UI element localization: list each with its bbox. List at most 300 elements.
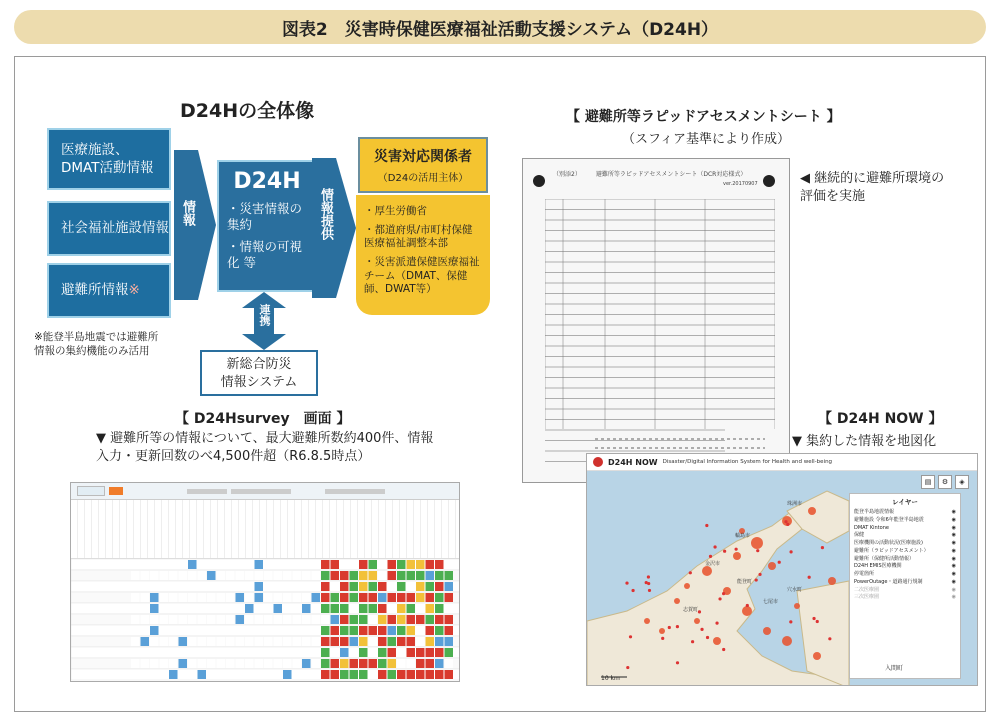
- survey-cell: [245, 659, 254, 668]
- survey-cell: [350, 648, 359, 657]
- layer-item[interactable]: [854, 579, 956, 587]
- map-marker: [644, 618, 650, 624]
- survey-cell: [226, 659, 235, 668]
- survey-cell: [397, 648, 406, 657]
- survey-cell: [331, 659, 340, 668]
- survey-cell: [369, 659, 378, 668]
- survey-cell: [245, 626, 254, 635]
- survey-cell: [378, 670, 387, 679]
- survey-cell: [264, 648, 273, 657]
- survey-cell: [350, 593, 359, 602]
- info-arrow-label: 情報: [180, 200, 195, 226]
- survey-cell: [226, 626, 235, 635]
- map-marker: [768, 562, 776, 570]
- sheet-form-grid: [545, 199, 775, 479]
- map-point: [718, 597, 721, 600]
- survey-cell: [369, 560, 378, 569]
- survey-cell: [369, 637, 378, 646]
- survey-cell: [264, 637, 273, 646]
- survey-cell: [188, 593, 197, 602]
- d24h-item-visualize: ・情報の可視化 等: [227, 239, 303, 271]
- survey-cell: [388, 582, 397, 591]
- survey-cell: [302, 593, 311, 602]
- map-controls: [921, 475, 969, 489]
- survey-cell: [217, 626, 226, 635]
- visibility-icon[interactable]: ◉: [951, 509, 956, 515]
- survey-cell: [179, 637, 188, 646]
- map-marker: [808, 507, 816, 515]
- survey-cell: [293, 593, 302, 602]
- map-marker: [733, 552, 741, 560]
- survey-cell: [369, 648, 378, 657]
- survey-cell: [150, 670, 159, 679]
- map-label: 珠洲市: [787, 501, 803, 507]
- survey-cell: [226, 560, 235, 569]
- survey-cell: [378, 648, 387, 657]
- survey-cell: [302, 615, 311, 624]
- survey-cell: [445, 571, 454, 580]
- survey-cell: [169, 615, 178, 624]
- layer-item-label: 避難所（保健所活動情報）: [854, 555, 915, 562]
- map-label: 金沢市: [705, 561, 721, 567]
- layer-item[interactable]: [854, 548, 956, 556]
- layer-control-icon[interactable]: ▤: [921, 475, 935, 489]
- survey-cell: [388, 571, 397, 580]
- layers-icon[interactable]: ◈: [955, 475, 969, 489]
- survey-cell: [321, 626, 330, 635]
- now-app-tagline: Disaster/Digital Information System for Health and well-being: [662, 459, 833, 465]
- link-arrow-label: 連携: [258, 304, 271, 326]
- survey-cell: [435, 648, 444, 657]
- overview-heading: D24Hの全体像: [180, 100, 315, 122]
- map-point: [789, 620, 792, 623]
- survey-cell: [397, 637, 406, 646]
- map-label: 志賀町: [683, 607, 699, 613]
- survey-cell: [426, 593, 435, 602]
- visibility-icon[interactable]: ◉: [951, 532, 956, 539]
- survey-cell: [302, 604, 311, 613]
- visibility-icon[interactable]: ◉: [951, 555, 956, 562]
- survey-cell: [274, 593, 283, 602]
- survey-cell: [378, 604, 387, 613]
- sheet-subtitle: （スフィア基準により作成）: [622, 132, 790, 147]
- survey-cell: [312, 659, 321, 668]
- survey-cell: [350, 582, 359, 591]
- survey-cell: [426, 626, 435, 635]
- survey-cell: [388, 648, 397, 657]
- layer-item[interactable]: [854, 532, 956, 540]
- survey-cell: [350, 670, 359, 679]
- survey-cell: [245, 571, 254, 580]
- survey-cell: [236, 615, 245, 624]
- survey-cell: [150, 582, 159, 591]
- survey-cell: [274, 582, 283, 591]
- survey-cell: [236, 670, 245, 679]
- survey-cell: [131, 670, 140, 679]
- survey-cell: [378, 626, 387, 635]
- survey-cell: [435, 626, 444, 635]
- survey-cell: [179, 593, 188, 602]
- visibility-icon[interactable]: ◉: [951, 594, 956, 601]
- survey-cell: [331, 582, 340, 591]
- survey-cell: [207, 604, 216, 613]
- layer-item[interactable]: [854, 509, 956, 517]
- survey-cell: [245, 560, 254, 569]
- map-point: [626, 666, 629, 669]
- visibility-icon[interactable]: ◉: [951, 524, 956, 531]
- source-shelter: [47, 263, 171, 318]
- survey-cell: [226, 593, 235, 602]
- layer-item[interactable]: [854, 571, 956, 579]
- survey-cell: [312, 604, 321, 613]
- source-shelter-text: 避難所情報: [61, 282, 129, 299]
- survey-cell: [236, 604, 245, 613]
- survey-cell: [340, 670, 349, 679]
- survey-cell: [207, 626, 216, 635]
- source-medical-label: 医療施設、 DMAT活動情報: [61, 141, 154, 176]
- survey-cell: [435, 571, 444, 580]
- map-point: [645, 581, 648, 584]
- note-text: ※能登半島地震では避難所 情報の集約機能のみ活用: [34, 331, 159, 358]
- survey-cell: [397, 571, 406, 580]
- survey-cell: [245, 637, 254, 646]
- survey-cell: [255, 593, 264, 602]
- map-point: [735, 548, 738, 551]
- layer-panel[interactable]: [849, 493, 961, 679]
- map-point: [676, 625, 679, 628]
- map-point: [828, 637, 831, 640]
- survey-cell: [321, 571, 330, 580]
- survey-cell: [160, 626, 169, 635]
- layer-item-label: 避難所（ラピッドアセスメント）: [854, 547, 929, 554]
- survey-cell: [226, 637, 235, 646]
- survey-cell: [283, 571, 292, 580]
- survey-cell: [302, 648, 311, 657]
- d24h-core-box: [217, 160, 317, 292]
- survey-cell: [217, 582, 226, 591]
- map-point: [705, 524, 708, 527]
- survey-cell: [131, 560, 140, 569]
- map-point: [722, 592, 725, 595]
- survey-cell: [416, 604, 425, 613]
- east-land: [797, 581, 849, 686]
- survey-cell: [331, 626, 340, 635]
- peninsula-tip: [787, 491, 849, 543]
- survey-cell: [160, 615, 169, 624]
- visibility-icon[interactable]: ◉: [951, 586, 956, 593]
- sheet-form-version: ver.20170907: [723, 181, 758, 187]
- survey-cell: [188, 648, 197, 657]
- map-point: [778, 561, 781, 564]
- survey-cell: [426, 615, 435, 624]
- survey-cell: [359, 593, 368, 602]
- survey-cell: [340, 648, 349, 657]
- survey-cell: [350, 659, 359, 668]
- survey-cell: [340, 637, 349, 646]
- survey-cell: [435, 582, 444, 591]
- survey-cell: [245, 648, 254, 657]
- survey-cell: [350, 637, 359, 646]
- survey-cell: [407, 582, 416, 591]
- survey-cell: [302, 659, 311, 668]
- survey-cell: [331, 560, 340, 569]
- survey-cell: [169, 582, 178, 591]
- survey-cell: [350, 571, 359, 580]
- map-compass-label: 入間町: [884, 665, 903, 672]
- survey-cell: [359, 582, 368, 591]
- survey-cell: [274, 571, 283, 580]
- survey-cell: [416, 560, 425, 569]
- survey-cell: [236, 637, 245, 646]
- survey-cell: [169, 670, 178, 679]
- settings-icon[interactable]: ⚙: [938, 475, 952, 489]
- now-header-bar: [587, 454, 977, 471]
- survey-cell: [141, 604, 150, 613]
- survey-cell: [350, 615, 359, 624]
- survey-cell: [179, 604, 188, 613]
- survey-cell: [426, 604, 435, 613]
- survey-cell: [198, 615, 207, 624]
- survey-cell: [131, 604, 140, 613]
- survey-cell: [255, 615, 264, 624]
- survey-cell: [350, 604, 359, 613]
- survey-cell: [340, 571, 349, 580]
- survey-cell: [378, 571, 387, 580]
- survey-cell: [293, 571, 302, 580]
- survey-cell: [331, 615, 340, 624]
- survey-cell: [407, 626, 416, 635]
- survey-cell: [435, 670, 444, 679]
- survey-cell: [283, 560, 292, 569]
- map-point: [816, 620, 819, 623]
- map-point: [808, 576, 811, 579]
- survey-cell: [388, 659, 397, 668]
- survey-cell: [198, 582, 207, 591]
- survey-cell: [274, 670, 283, 679]
- survey-cell: [236, 582, 245, 591]
- survey-cell: [302, 637, 311, 646]
- punch-hole-right: [763, 175, 775, 187]
- survey-cell: [131, 593, 140, 602]
- survey-cell: [359, 648, 368, 657]
- survey-cell: [445, 582, 454, 591]
- layer-item[interactable]: [854, 594, 956, 602]
- survey-cell: [141, 659, 150, 668]
- survey-cell: [388, 593, 397, 602]
- survey-cell: [141, 670, 150, 679]
- map-point: [647, 575, 650, 578]
- survey-cell: [150, 637, 159, 646]
- layer-item-label: PowerOutage・道路通行規制: [854, 578, 923, 585]
- visibility-icon[interactable]: ◉: [951, 547, 956, 554]
- survey-cell: [226, 604, 235, 613]
- survey-cell: [179, 615, 188, 624]
- map-point: [631, 589, 634, 592]
- survey-cell: [416, 615, 425, 624]
- map-point: [786, 523, 789, 526]
- layer-item-label: 能登半島地震情報: [854, 509, 895, 515]
- layer-item-label: 停電箇所: [854, 571, 875, 577]
- visibility-icon[interactable]: ◉: [951, 578, 956, 585]
- visibility-icon[interactable]: ◉: [951, 516, 956, 523]
- responders-header: [358, 137, 488, 193]
- map-point: [700, 628, 703, 631]
- map-point: [661, 637, 664, 640]
- visibility-icon[interactable]: ◉: [951, 571, 956, 577]
- survey-cell: [312, 637, 321, 646]
- survey-cell: [217, 560, 226, 569]
- survey-cell: [264, 670, 273, 679]
- layer-item[interactable]: [854, 517, 956, 525]
- map-point: [812, 617, 815, 620]
- map-point: [648, 589, 651, 592]
- survey-cell: [179, 582, 188, 591]
- survey-cell: [226, 582, 235, 591]
- survey-cell: [141, 593, 150, 602]
- survey-cell: [198, 637, 207, 646]
- survey-cell: [426, 571, 435, 580]
- survey-cell: [302, 582, 311, 591]
- map-label: 能登町: [737, 579, 753, 585]
- survey-cell: [188, 615, 197, 624]
- survey-cell: [131, 659, 140, 668]
- note-mark: ※: [128, 282, 140, 299]
- survey-cell: [188, 560, 197, 569]
- survey-cell: [226, 571, 235, 580]
- survey-cell: [236, 560, 245, 569]
- map-marker: [813, 652, 821, 660]
- survey-cell: [426, 582, 435, 591]
- survey-cell: [283, 582, 292, 591]
- survey-cell: [198, 626, 207, 635]
- survey-cell: [331, 648, 340, 657]
- survey-cell: [340, 615, 349, 624]
- survey-cell: [236, 571, 245, 580]
- layer-item[interactable]: [854, 525, 956, 533]
- survey-cell: [378, 637, 387, 646]
- survey-cell: [160, 659, 169, 668]
- survey-cell: [150, 604, 159, 613]
- layer-item[interactable]: [854, 563, 956, 571]
- survey-cell: [378, 593, 387, 602]
- survey-cell: [407, 571, 416, 580]
- survey-cell: [131, 571, 140, 580]
- survey-table-header: [71, 500, 459, 559]
- survey-cell: [169, 571, 178, 580]
- survey-cell: [160, 571, 169, 580]
- survey-cell: [179, 648, 188, 657]
- disaster-info-system-label: 新総合防災 情報システム: [220, 357, 298, 390]
- map-marker: [713, 637, 721, 645]
- survey-cell: [321, 593, 330, 602]
- survey-cell: [169, 560, 178, 569]
- visibility-icon[interactable]: ◉: [951, 563, 956, 570]
- survey-cell: [188, 582, 197, 591]
- now-map[interactable]: [587, 471, 977, 686]
- map-marker: [763, 627, 771, 635]
- map-point: [756, 549, 759, 552]
- layer-item[interactable]: [854, 540, 956, 548]
- survey-cell: [169, 604, 178, 613]
- survey-cell: [388, 626, 397, 635]
- survey-cell: [283, 593, 292, 602]
- survey-cell: [131, 637, 140, 646]
- survey-cell: [369, 670, 378, 679]
- survey-cell: [160, 593, 169, 602]
- survey-cell: [131, 615, 140, 624]
- now-description: ▼ 集約した情報を地図化: [792, 434, 937, 449]
- survey-cell: [445, 560, 454, 569]
- survey-cell: [397, 670, 406, 679]
- survey-cell: [207, 637, 216, 646]
- survey-cell: [150, 659, 159, 668]
- survey-cell: [321, 637, 330, 646]
- map-point: [713, 545, 716, 548]
- survey-table-grid: [71, 559, 460, 682]
- survey-cell: [445, 670, 454, 679]
- responders-title: 災害対応関係者: [374, 149, 472, 165]
- d24h-now-screenshot: [586, 453, 978, 686]
- map-point: [706, 636, 709, 639]
- survey-cell: [245, 604, 254, 613]
- survey-cell: [188, 637, 197, 646]
- survey-cell: [312, 615, 321, 624]
- map-point: [821, 546, 824, 549]
- survey-cell: [445, 626, 454, 635]
- survey-cell: [426, 670, 435, 679]
- survey-cell: [312, 560, 321, 569]
- survey-cell: [160, 648, 169, 657]
- layer-panel-title: レイヤー: [892, 498, 918, 506]
- survey-cell: [217, 637, 226, 646]
- survey-cell: [312, 670, 321, 679]
- survey-screenshot: [70, 482, 460, 682]
- survey-description: ▼ 避難所等の情報について、最大避難所数約400件、情報 入力・更新回数のべ4,500件超（R6.8.5時点）: [96, 431, 434, 464]
- survey-cell: [255, 648, 264, 657]
- survey-cell: [331, 637, 340, 646]
- punch-hole-left: [533, 175, 545, 187]
- survey-cell: [312, 571, 321, 580]
- survey-cell: [179, 670, 188, 679]
- survey-cell: [179, 560, 188, 569]
- survey-cell: [245, 582, 254, 591]
- survey-cell: [388, 560, 397, 569]
- survey-cell: [416, 571, 425, 580]
- survey-cell: [207, 582, 216, 591]
- survey-cell: [407, 648, 416, 657]
- survey-cell: [416, 659, 425, 668]
- sheet-description: ◀ 継続的に避難所環境の 評価を実施: [800, 171, 945, 204]
- survey-cell: [188, 670, 197, 679]
- survey-cell: [435, 604, 444, 613]
- survey-cell: [331, 604, 340, 613]
- survey-cell: [331, 571, 340, 580]
- page-title: [14, 10, 986, 44]
- survey-cell: [274, 626, 283, 635]
- page-title-text: 図表2 災害時保健医療福祉活動支援システム（D24H）: [281, 19, 719, 40]
- survey-cell: [198, 560, 207, 569]
- survey-cell: [274, 560, 283, 569]
- responder-item: ・災害派遣保健医療福祉チーム（DMAT、保健師、DWAT等）: [364, 256, 480, 295]
- survey-cell: [264, 626, 273, 635]
- survey-cell: [283, 626, 292, 635]
- survey-cell: [331, 670, 340, 679]
- survey-cell: [445, 659, 454, 668]
- layer-item-label: 医療機関の活動状況(医療施設): [854, 540, 923, 546]
- survey-cell: [340, 604, 349, 613]
- map-marker: [674, 598, 680, 604]
- visibility-icon[interactable]: ◉: [951, 540, 956, 546]
